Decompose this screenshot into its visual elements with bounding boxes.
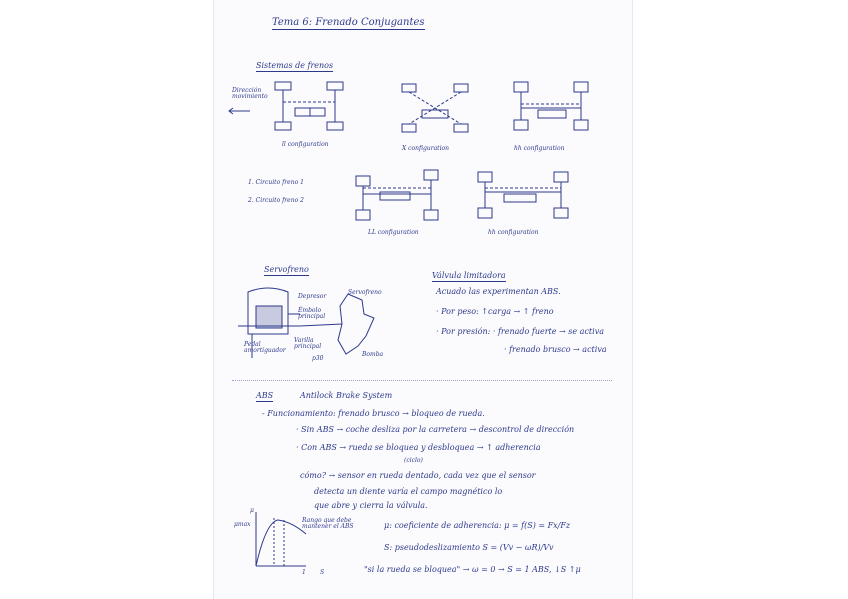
abs-line-4: cómo? → sensor en rueda dentado, cada vez que el sensor: [300, 471, 536, 480]
label-varilla: Varilla principal: [294, 337, 322, 350]
valvula-line-4: · frenado brusco → activa: [504, 345, 607, 354]
valvula-line-2: · Por peso: ↑carga → ↑ freno: [436, 307, 554, 316]
section-heading-sistemas: Sistemas de frenos: [256, 61, 334, 70]
direction-arrow: [228, 108, 252, 114]
mu-slip-curve: [248, 508, 308, 568]
abs-line-2: · Sin ABS → coche desliza por la carretera → descontrol de dirección: [296, 425, 575, 434]
abs-title: Antilock Brake System: [300, 391, 393, 400]
label-one: 1: [302, 569, 306, 576]
label-hh-configuration: hh configuration: [514, 145, 565, 152]
label-rango: Rango que debe mantener el ABS: [302, 517, 354, 530]
section-heading-abs: ABS: [256, 391, 274, 400]
valvula-line-3: · Por presión: · frenado fuerte → se activa: [436, 327, 604, 336]
abs-line-3b: (ciclo): [404, 457, 423, 464]
abs-line-6: que abre y cierra la válvula.: [314, 501, 428, 510]
x-configuration-diagram: [396, 84, 486, 134]
label-circuito-2: 2. Circuito freno 2: [248, 197, 304, 204]
abs-line-5: detecta un diente varía el campo magnético lo: [314, 487, 503, 496]
hh-configuration-diagram: [510, 82, 600, 132]
lll-configuration-diagram: [348, 170, 448, 225]
label-embolo: Émbolo principal: [298, 307, 326, 320]
ll-configuration-diagram: [265, 82, 355, 132]
hhh-configuration-diagram: [474, 170, 574, 225]
label-mu: μ: [250, 507, 254, 514]
label-ll-configuration: ll configuration: [282, 141, 329, 148]
valvula-line-1: Acuado las experimentan ABS.: [436, 287, 561, 296]
label-depresor: Depresor: [298, 293, 327, 300]
label-lll-configuration: LL configuration: [368, 229, 419, 236]
abs-line-1: - Funcionamiento: frenado brusco → bloqueo de rueda.: [262, 409, 485, 418]
section-heading-servofreno: Servofreno: [264, 265, 309, 274]
label-hhh-configuration: hh configuration: [488, 229, 539, 236]
label-pedal: Pedal amortiguador: [244, 341, 286, 354]
label-direccion: Dirección movimiento: [232, 87, 268, 100]
label-servofreno-diagram: Servofreno: [348, 289, 382, 296]
abs-line-3: · Con ABS → rueda se bloquea y desbloquea → ↑ adherencia: [296, 443, 541, 452]
section-heading-valvula: Válvula limitadora: [432, 271, 506, 280]
label-bomba: Bomba: [362, 351, 384, 358]
label-circuito-1: 1. Circuito freno 1: [248, 179, 304, 186]
formula-bloqueo: "si la rueda se bloquea" → ω = 0 → S = 1 ABS, ↓S ↑μ: [364, 565, 581, 574]
label-s-axis: S: [320, 569, 325, 576]
label-p30: p30: [312, 355, 324, 362]
page-title: Tema 6: Frenado Conjugantes: [272, 17, 425, 28]
formula-mu: μ: coeficiente de adherencia: μ = f(S) = Fx/Fz: [384, 521, 571, 530]
label-mu-max: μmax: [234, 521, 251, 528]
label-x-configuration: X configuration: [402, 145, 449, 152]
section-divider: [232, 380, 612, 381]
formula-s: S: pseudodeslizamiento S = (Vv − ωR)/Vv: [384, 543, 554, 552]
